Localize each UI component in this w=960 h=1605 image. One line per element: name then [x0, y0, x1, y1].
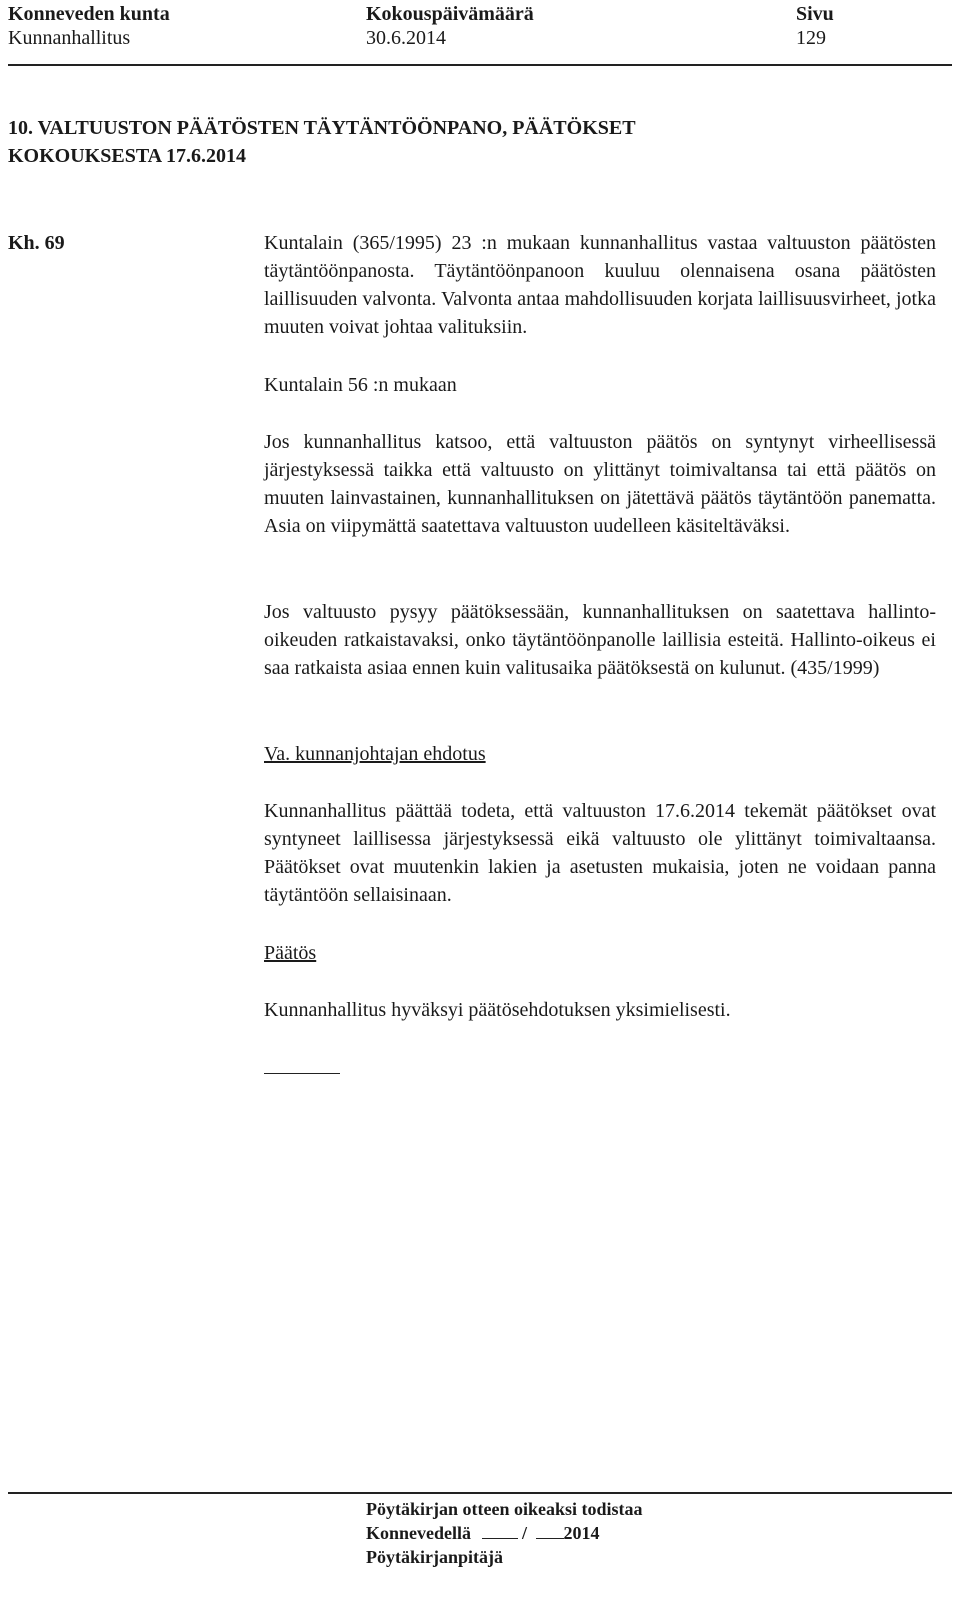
- decision-text: Kunnanhallitus hyväksyi päätösehdotuksen yksimielisesti.: [264, 999, 731, 1021]
- month-blank: [536, 1522, 564, 1539]
- page-label: Sivu: [796, 3, 834, 25]
- organ-name: Kunnanhallitus: [8, 27, 131, 49]
- paragraph-1: Kuntalain (365/1995) 23 :n mukaan kunnanhallitus vastaa valtuuston päätösten täytäntöönpanosta. Täytäntöönpanoon kuuluu olennaisena osana päätösten laillisuuden valvonta. Valvonta antaa mahdollisuuden korjata laillisuusvirheet, jotka muuten voivat johtaa valituksiin.: [264, 232, 936, 338]
- meeting-date: 30.6.2014: [366, 27, 446, 49]
- proposal-heading: Va. kunnanjohtajan ehdotus: [264, 743, 486, 765]
- section-title-line1: 10. VALTUUSTON PÄÄTÖSTEN TÄYTÄNTÖÖNPANO, PÄÄTÖKSET: [8, 117, 636, 139]
- certification-place-date: [366, 1521, 643, 1545]
- paragraph-4-quote: Jos valtuusto pysyy päätöksessään, kunnanhallituksen on saatettava hallinto-oikeuden ratkaistavaksi, onko täytäntöönpanolle laillisia esteitä. Hallinto-oikeus ei saa ratkaista asiaa ennen kuin valitusaika päätöksestä on kulunut. (435/1999): [264, 601, 936, 679]
- municipality-name: Konneveden kunta: [8, 3, 170, 25]
- paragraph-2: Kuntalain 56 :n mukaan: [264, 374, 457, 396]
- decision-heading: Päätös: [264, 942, 317, 964]
- paragraph-3-quote: Jos kunnanhallitus katsoo, että valtuuston päätös on syntynyt virheellisessä järjestyksessä taikka että valtuusto on ylittänyt toimivaltansa tai että päätös on muuten lainvastainen, kunnanhallituksen on jätettävä päätös täytäntöön panematta. Asia on viipymättä saatettava valtuuston uudelleen käsiteltäväksi.: [264, 431, 936, 537]
- day-blank: [482, 1522, 518, 1539]
- certification-year: 2014: [563, 1523, 600, 1543]
- page-number: 129: [796, 27, 826, 49]
- section-reference: Kh. 69: [8, 232, 65, 254]
- end-rule: [264, 1073, 340, 1074]
- footer-rule: [8, 1492, 952, 1494]
- proposal-text: Kunnanhallitus päättää todeta, että valtuuston 17.6.2014 tekemät päätökset ovat syntyneet laillisessa järjestyksessä eikä valtuusto ole ylittänyt toimivaltaansa. Päätökset ovat muutenkin lakien ja asetusten mukaisia, joten ne voidaan panna täytäntöön sellaisinaan.: [264, 800, 936, 906]
- minutes-keeper-label: Pöytäkirjanpitäjä: [366, 1547, 503, 1567]
- header-rule: [8, 64, 952, 66]
- certification-place: Konnevedellä: [366, 1523, 472, 1543]
- date-label: Kokouspäivämäärä: [366, 3, 534, 25]
- section-title-line2: KOKOUKSESTA 17.6.2014: [8, 145, 247, 167]
- date-separator: /: [522, 1523, 528, 1543]
- certification-line: Pöytäkirjan otteen oikeaksi todistaa: [366, 1499, 643, 1519]
